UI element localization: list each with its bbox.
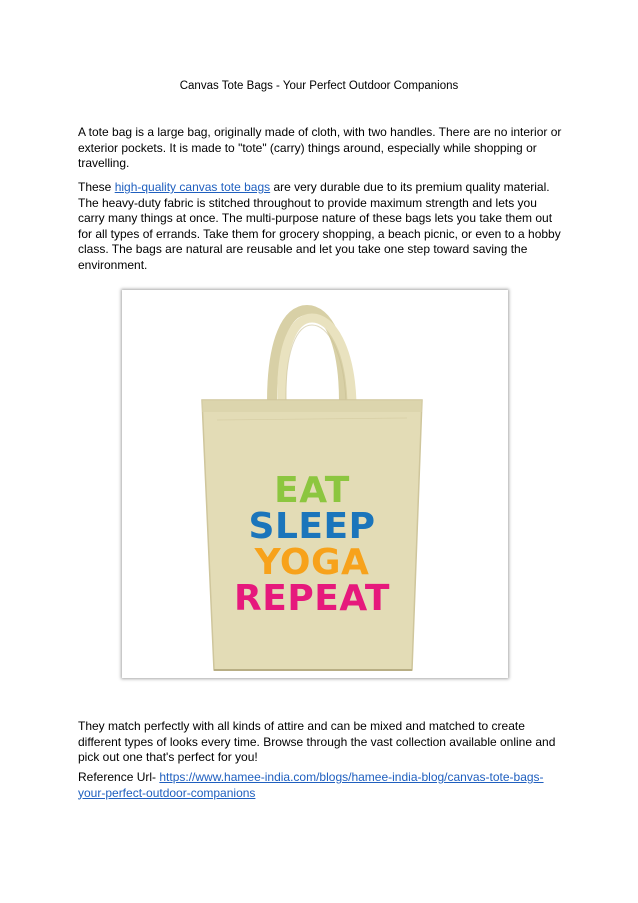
tote-bag-image	[122, 290, 508, 678]
bag-word-sleep: SLEEP	[248, 506, 376, 547]
description-prefix: These	[78, 180, 115, 194]
reference-label: Reference Url-	[78, 770, 160, 784]
page-title: Canvas Tote Bags - Your Perfect Outdoor Companions	[179, 80, 459, 92]
description-paragraph	[78, 180, 562, 273]
bag-word-yoga: YOGA	[254, 542, 370, 583]
closing-paragraph: They match perfectly with all kinds of attire and can be mixed and matched to create different types of looks every time. Browse through the vast collection available online and pick out one that's perfect for you!	[78, 719, 556, 764]
reference-url-link[interactable]: https://www.hamee-india.com/blogs/hamee-india-blog/canvas-tote-bags-your-perfect-outdoor-companions	[78, 770, 544, 800]
description-suffix: are very durable due to its premium quality material. The heavy-duty fabric is stitched throughout to provide maximum strength and lets you carry many things at once. The multi-purpose nature of these bags lets you take them out for all types of errands. Take them for grocery shopping, a beach picnic, or even to a hobby class. The bags are natural are reusable and let you take one step toward saving the environment.	[78, 180, 561, 272]
intro-paragraph: A tote bag is a large bag, originally made of cloth, with two handles. There are no interior or exterior pockets. It is made to "tote" (carry) things around, especially while shopping or travelling.	[78, 125, 562, 170]
bag-word-repeat: REPEAT	[234, 578, 390, 619]
canvas-tote-bags-link[interactable]: high-quality canvas tote bags	[114, 180, 271, 194]
reference-line	[78, 770, 562, 801]
tote-bag-illustration	[122, 290, 508, 678]
bag-word-eat: EAT	[274, 470, 350, 511]
